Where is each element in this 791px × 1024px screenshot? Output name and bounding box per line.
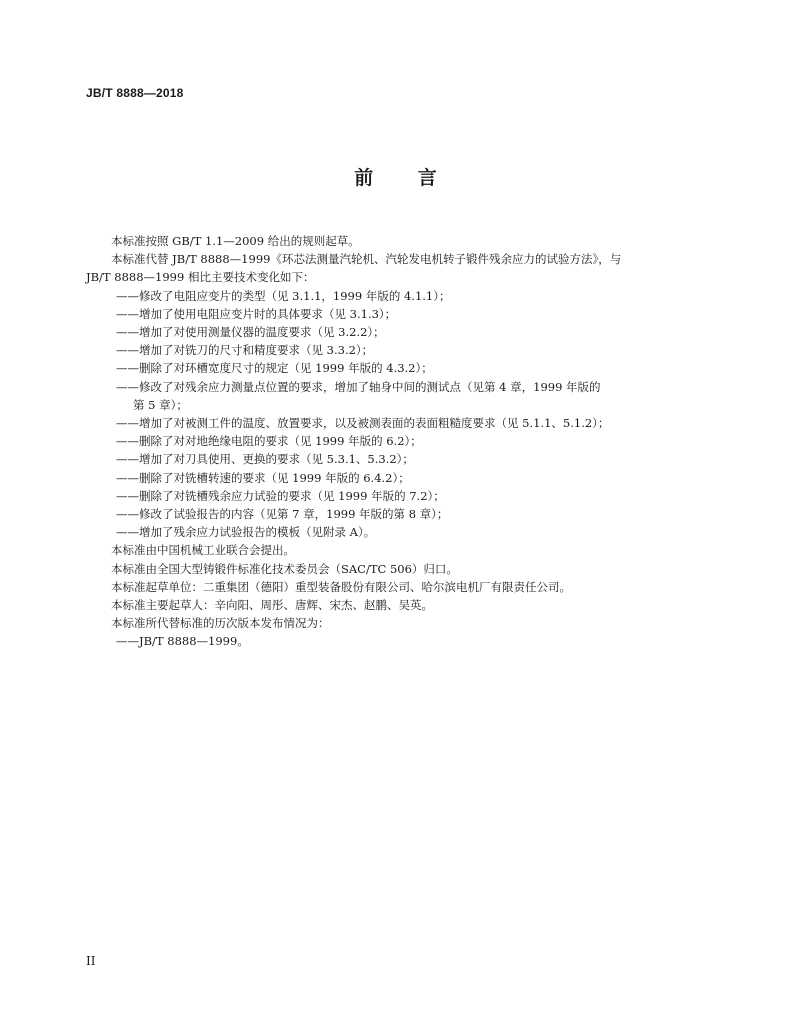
list-item: ——删除了对对地绝缘电阻的要求（见 1999 年版的 6.2）； bbox=[116, 434, 422, 449]
list-item: ——删除了对铣槽残余应力试验的要求（见 1999 年版的 7.2）； bbox=[116, 488, 445, 503]
list-item: ——增加了使用电阻应变片时的具体要求（见 3.1.3）； bbox=[116, 306, 397, 321]
list-item: ——增加了对使用测量仪器的温度要求（见 3.2.2）； bbox=[116, 325, 385, 340]
list-item: ——删除了对铣槽转速的要求（见 1999 年版的 6.4.2）； bbox=[116, 470, 410, 485]
document-code: JB/T 8888—2018 bbox=[86, 86, 184, 100]
text-line: 本标准代替 JB/T 8888—1999《环芯法测量汽轮机、汽轮发电机转子锻件残余应力的试验方法》，与 bbox=[111, 252, 622, 267]
list-item: ——修改了试验报告的内容（见第 7 章，1999 年版的第 8 章）； bbox=[116, 507, 449, 522]
list-item: ——修改了电阻应变片的类型（见 3.1.1，1999 年版的 4.1.1）； bbox=[116, 288, 451, 303]
text-line: 本标准按照 GB/T 1.1—2009 给出的规则起草。 bbox=[111, 234, 360, 248]
list-item: ——增加了对刀具使用、更换的要求（见 5.3.1、5.3.2）； bbox=[116, 452, 414, 467]
list-item-continuation: 第 5 章）； bbox=[133, 397, 188, 412]
text-line: JB/T 8888—1999 相比主要技术变化如下： bbox=[86, 270, 315, 285]
list-item: ——删除了对环槽宽度尺寸的规定（见 1999 年版的 4.3.2）； bbox=[116, 361, 433, 376]
list-item: ——JB/T 8888—1999。 bbox=[116, 634, 249, 649]
list-item: ——修改了对残余应力测量点位置的要求，增加了轴身中间的测试点（见第 4 章，1999 年版的 bbox=[116, 379, 601, 394]
page-number: II bbox=[86, 954, 96, 968]
text-line: 本标准主要起草人：辛向阳、周彤、唐辉、宋杰、赵鹏、吴英。 bbox=[111, 598, 433, 613]
list-item: ——增加了对被测工件的温度、放置要求，以及被测表面的表面粗糙度要求（见 5.1.1、5.1.2）； bbox=[116, 416, 610, 431]
text-line: 本标准所代替标准的历次版本发布情况为： bbox=[111, 616, 330, 631]
list-item: ——增加了残余应力试验报告的模板（见附录 A）。 bbox=[116, 525, 376, 540]
text-line: 本标准由全国大型铸锻件标准化技术委员会（SAC/TC 506）归口。 bbox=[111, 561, 458, 576]
text-line: 本标准由中国机械工业联合会提出。 bbox=[111, 543, 295, 558]
page-title: 前 言 bbox=[354, 167, 437, 189]
foreword-body bbox=[86, 232, 686, 651]
list-item: ——增加了对铣刀的尺寸和精度要求（见 3.3.2）； bbox=[116, 343, 374, 358]
text-line: 本标准起草单位：二重集团（德阳）重型装备股份有限公司、哈尔滨电机厂有限责任公司。 bbox=[111, 579, 571, 594]
